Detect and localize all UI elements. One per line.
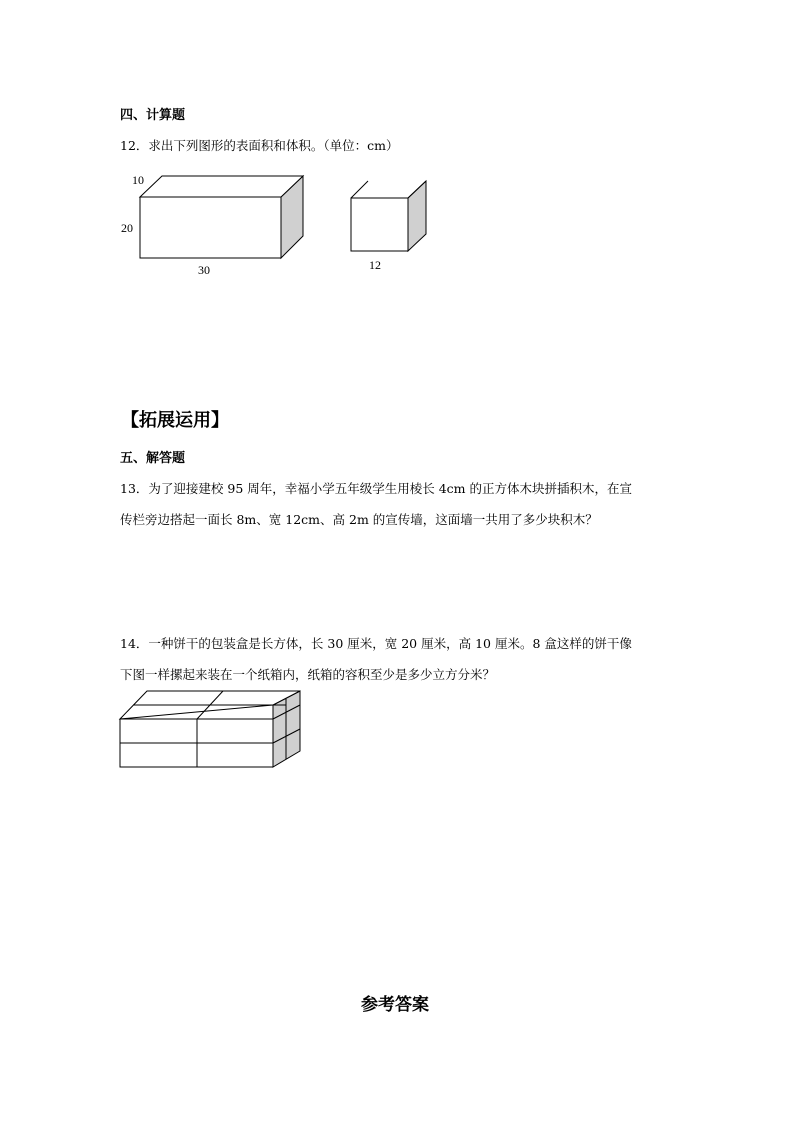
cube-front-face xyxy=(351,198,408,251)
question-14-line2: 下图一样摞起来装在一个纸箱内，纸箱的容积至少是多少立方分米？ xyxy=(120,667,496,682)
section-heading-solve: 五、解答题 xyxy=(120,451,186,466)
section-heading-calc: 四、计算题 xyxy=(120,108,186,123)
cuboid-figure xyxy=(118,170,318,280)
question-12: 12．求出下列图形的表面积和体积。（单位：cm） xyxy=(120,138,399,153)
question-13-line2: 传栏旁边搭起一面长 8m、宽 12cm、高 2m 的宣传墙，这面墙一共用了多少块积木？ xyxy=(120,512,598,527)
cuboid-top-face xyxy=(140,176,303,197)
extension-title: 【拓展运用】 xyxy=(121,410,229,431)
question-13-line1: 13．为了迎接建校 95 周年，幸福小学五年级学生用棱长 4cm 的正方体木块拼插积木，在宣 xyxy=(120,481,633,496)
cuboid-length-label: 30 xyxy=(198,263,210,277)
cuboid-depth-label: 10 xyxy=(132,173,144,187)
cube-edge-label: 12 xyxy=(369,258,381,272)
answers-title: 参考答案 xyxy=(361,995,429,1015)
cube-right-face xyxy=(408,181,426,251)
cube-back-edge xyxy=(351,181,368,198)
cuboid-front-face xyxy=(140,197,281,258)
question-14-line1: 14．一种饼干的包装盒是长方体，长 30 厘米，宽 20 厘米，高 10 厘米。8 盒这样的饼干像 xyxy=(120,636,632,651)
cube-figure xyxy=(345,178,445,278)
cuboid-height-label: 20 xyxy=(121,221,133,235)
stacked-boxes-figure xyxy=(118,688,308,773)
